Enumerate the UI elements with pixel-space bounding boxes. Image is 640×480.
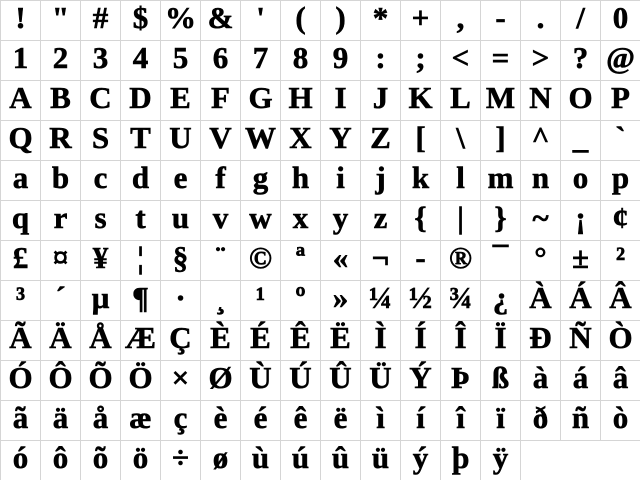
glyph-cell: ) bbox=[320, 0, 360, 40]
glyph-cell: í bbox=[400, 400, 440, 440]
glyph-cell: $ bbox=[120, 0, 160, 40]
glyph-cell: P bbox=[600, 80, 640, 120]
glyph-cell: h bbox=[280, 160, 320, 200]
glyph-cell: ³ bbox=[0, 280, 40, 320]
glyph-cell: æ bbox=[120, 400, 160, 440]
glyph-cell: - bbox=[480, 0, 520, 40]
glyph-cell: ! bbox=[0, 0, 40, 40]
glyph-cell: { bbox=[400, 200, 440, 240]
glyph-cell: I bbox=[320, 80, 360, 120]
glyph-cell: ÷ bbox=[160, 440, 200, 480]
glyph-cell: ¤ bbox=[40, 240, 80, 280]
glyph-cell: q bbox=[0, 200, 40, 240]
glyph-cell: ¬ bbox=[360, 240, 400, 280]
glyph-cell: § bbox=[160, 240, 200, 280]
empty-cell bbox=[600, 440, 640, 480]
glyph-cell: = bbox=[480, 40, 520, 80]
glyph-cell: Ê bbox=[280, 320, 320, 360]
glyph-cell: \ bbox=[440, 120, 480, 160]
glyph-cell: 3 bbox=[80, 40, 120, 80]
glyph-cell: v bbox=[200, 200, 240, 240]
glyph-cell: Ö bbox=[120, 360, 160, 400]
glyph-cell: « bbox=[320, 240, 360, 280]
glyph-cell: µ bbox=[80, 280, 120, 320]
glyph-cell: . bbox=[520, 0, 560, 40]
glyph-cell: ó bbox=[0, 440, 40, 480]
glyph-cell: î bbox=[440, 400, 480, 440]
glyph-cell: ~ bbox=[520, 200, 560, 240]
glyph-cell: ø bbox=[200, 440, 240, 480]
glyph-cell: B bbox=[40, 80, 80, 120]
glyph-cell: Ï bbox=[480, 320, 520, 360]
glyph-cell: V bbox=[200, 120, 240, 160]
glyph-cell: Û bbox=[320, 360, 360, 400]
glyph-cell: ¿ bbox=[480, 280, 520, 320]
glyph-cell: Ô bbox=[40, 360, 80, 400]
glyph-cell: É bbox=[240, 320, 280, 360]
glyph-cell: £ bbox=[0, 240, 40, 280]
glyph-cell: ` bbox=[600, 120, 640, 160]
glyph-cell: S bbox=[80, 120, 120, 160]
glyph-cell: Ð bbox=[520, 320, 560, 360]
glyph-cell: x bbox=[280, 200, 320, 240]
glyph-cell: n bbox=[520, 160, 560, 200]
glyph-cell: 2 bbox=[40, 40, 80, 80]
glyph-cell: m bbox=[480, 160, 520, 200]
glyph-cell: ¯ bbox=[480, 240, 520, 280]
glyph-cell: ï bbox=[480, 400, 520, 440]
glyph-cell: ¨ bbox=[200, 240, 240, 280]
glyph-cell: @ bbox=[600, 40, 640, 80]
glyph-cell: ^ bbox=[520, 120, 560, 160]
glyph-cell: l bbox=[440, 160, 480, 200]
empty-cell bbox=[560, 440, 600, 480]
glyph-cell: ½ bbox=[400, 280, 440, 320]
glyph-cell: } bbox=[480, 200, 520, 240]
glyph-cell: J bbox=[360, 80, 400, 120]
glyph-cell: ¡ bbox=[560, 200, 600, 240]
glyph-cell: Õ bbox=[80, 360, 120, 400]
glyph-cell: Ì bbox=[360, 320, 400, 360]
glyph-cell: b bbox=[40, 160, 80, 200]
glyph-cell: Q bbox=[0, 120, 40, 160]
glyph-cell: ( bbox=[280, 0, 320, 40]
glyph-cell: p bbox=[600, 160, 640, 200]
glyph-cell: y bbox=[320, 200, 360, 240]
glyph-cell: ë bbox=[320, 400, 360, 440]
glyph-cell: - bbox=[400, 240, 440, 280]
glyph-cell: k bbox=[400, 160, 440, 200]
glyph-cell: ÿ bbox=[480, 440, 520, 480]
glyph-cell: ¹ bbox=[240, 280, 280, 320]
glyph-cell: 9 bbox=[320, 40, 360, 80]
glyph-cell: 1 bbox=[0, 40, 40, 80]
glyph-cell: Ë bbox=[320, 320, 360, 360]
glyph-cell: o bbox=[560, 160, 600, 200]
glyph-cell: 6 bbox=[200, 40, 240, 80]
glyph-cell: [ bbox=[400, 120, 440, 160]
glyph-cell: Î bbox=[440, 320, 480, 360]
glyph-cell: e bbox=[160, 160, 200, 200]
glyph-cell: ý bbox=[400, 440, 440, 480]
glyph-cell: T bbox=[120, 120, 160, 160]
glyph-cell: f bbox=[200, 160, 240, 200]
empty-cell bbox=[520, 440, 560, 480]
glyph-cell: : bbox=[360, 40, 400, 80]
glyph-cell: D bbox=[120, 80, 160, 120]
glyph-cell: ] bbox=[480, 120, 520, 160]
glyph-cell: · bbox=[160, 280, 200, 320]
glyph-cell: û bbox=[320, 440, 360, 480]
glyph-cell: g bbox=[240, 160, 280, 200]
glyph-cell: 0 bbox=[600, 0, 640, 40]
glyph-cell: Ñ bbox=[560, 320, 600, 360]
glyph-cell: j bbox=[360, 160, 400, 200]
glyph-cell: ¥ bbox=[80, 240, 120, 280]
glyph-cell: è bbox=[200, 400, 240, 440]
glyph-cell: ± bbox=[560, 240, 600, 280]
glyph-cell: é bbox=[240, 400, 280, 440]
glyph-cell: ê bbox=[280, 400, 320, 440]
glyph-cell: ç bbox=[160, 400, 200, 440]
glyph-cell: ù bbox=[240, 440, 280, 480]
glyph-cell: # bbox=[80, 0, 120, 40]
glyph-cell: Ã bbox=[0, 320, 40, 360]
glyph-cell: ® bbox=[440, 240, 480, 280]
glyph-cell: © bbox=[240, 240, 280, 280]
glyph-cell: º bbox=[280, 280, 320, 320]
glyph-cell: & bbox=[200, 0, 240, 40]
glyph-cell: W bbox=[240, 120, 280, 160]
glyph-cell: Þ bbox=[440, 360, 480, 400]
glyph-cell: c bbox=[80, 160, 120, 200]
glyph-cell: ° bbox=[520, 240, 560, 280]
glyph-cell: ¾ bbox=[440, 280, 480, 320]
glyph-cell: Ú bbox=[280, 360, 320, 400]
glyph-cell: Æ bbox=[120, 320, 160, 360]
glyph-cell: 7 bbox=[240, 40, 280, 80]
glyph-cell: N bbox=[520, 80, 560, 120]
glyph-cell: , bbox=[440, 0, 480, 40]
glyph-cell: þ bbox=[440, 440, 480, 480]
glyph-cell: õ bbox=[80, 440, 120, 480]
glyph-cell: ¢ bbox=[600, 200, 640, 240]
glyph-cell: " bbox=[40, 0, 80, 40]
glyph-cell: ú bbox=[280, 440, 320, 480]
glyph-cell: M bbox=[480, 80, 520, 120]
glyph-cell: ¸ bbox=[200, 280, 240, 320]
glyph-cell: À bbox=[520, 280, 560, 320]
glyph-cell: å bbox=[80, 400, 120, 440]
glyph-cell: Í bbox=[400, 320, 440, 360]
glyph-cell: R bbox=[40, 120, 80, 160]
glyph-cell: ã bbox=[0, 400, 40, 440]
glyph-cell: ö bbox=[120, 440, 160, 480]
glyph-cell: z bbox=[360, 200, 400, 240]
glyph-cell: r bbox=[40, 200, 80, 240]
glyph-cell: Y bbox=[320, 120, 360, 160]
glyph-cell: ð bbox=[520, 400, 560, 440]
glyph-cell: 5 bbox=[160, 40, 200, 80]
glyph-cell: × bbox=[160, 360, 200, 400]
glyph-cell: ´ bbox=[40, 280, 80, 320]
glyph-cell: Ý bbox=[400, 360, 440, 400]
glyph-cell: s bbox=[80, 200, 120, 240]
glyph-cell: > bbox=[520, 40, 560, 80]
glyph-cell: u bbox=[160, 200, 200, 240]
glyph-cell: H bbox=[280, 80, 320, 120]
glyph-cell: à bbox=[520, 360, 560, 400]
glyph-cell: U bbox=[160, 120, 200, 160]
glyph-cell: i bbox=[320, 160, 360, 200]
glyph-cell: X bbox=[280, 120, 320, 160]
glyph-cell: 8 bbox=[280, 40, 320, 80]
glyph-cell: ñ bbox=[560, 400, 600, 440]
glyph-cell: ¶ bbox=[120, 280, 160, 320]
glyph-cell: Ò bbox=[600, 320, 640, 360]
glyph-cell: < bbox=[440, 40, 480, 80]
glyph-cell: G bbox=[240, 80, 280, 120]
glyph-cell: / bbox=[560, 0, 600, 40]
glyph-cell: | bbox=[440, 200, 480, 240]
glyph-cell: Ù bbox=[240, 360, 280, 400]
glyph-cell: E bbox=[160, 80, 200, 120]
glyph-cell: * bbox=[360, 0, 400, 40]
glyph-cell: Ó bbox=[0, 360, 40, 400]
glyph-cell: C bbox=[80, 80, 120, 120]
glyph-cell: » bbox=[320, 280, 360, 320]
glyph-cell: K bbox=[400, 80, 440, 120]
glyph-cell: ¦ bbox=[120, 240, 160, 280]
glyph-cell: w bbox=[240, 200, 280, 240]
glyph-cell: ä bbox=[40, 400, 80, 440]
glyph-cell: t bbox=[120, 200, 160, 240]
glyph-cell: Å bbox=[80, 320, 120, 360]
glyph-cell: ü bbox=[360, 440, 400, 480]
glyph-cell: ¼ bbox=[360, 280, 400, 320]
glyph-cell: + bbox=[400, 0, 440, 40]
glyph-cell: ì bbox=[360, 400, 400, 440]
glyph-cell: ? bbox=[560, 40, 600, 80]
glyph-cell: Ç bbox=[160, 320, 200, 360]
glyph-cell: % bbox=[160, 0, 200, 40]
glyph-cell: Ä bbox=[40, 320, 80, 360]
glyph-cell: ; bbox=[400, 40, 440, 80]
glyph-cell: d bbox=[120, 160, 160, 200]
glyph-cell: ô bbox=[40, 440, 80, 480]
glyph-cell: Â bbox=[600, 280, 640, 320]
glyph-cell: ß bbox=[480, 360, 520, 400]
glyph-cell: ² bbox=[600, 240, 640, 280]
glyph-cell: O bbox=[560, 80, 600, 120]
glyph-cell: Z bbox=[360, 120, 400, 160]
glyph-cell: _ bbox=[560, 120, 600, 160]
glyph-cell: F bbox=[200, 80, 240, 120]
glyph-cell: A bbox=[0, 80, 40, 120]
glyph-cell: Á bbox=[560, 280, 600, 320]
glyph-cell: È bbox=[200, 320, 240, 360]
glyph-cell: ò bbox=[600, 400, 640, 440]
glyph-cell: ª bbox=[280, 240, 320, 280]
glyph-cell: ' bbox=[240, 0, 280, 40]
glyph-cell: á bbox=[560, 360, 600, 400]
glyph-cell: Ü bbox=[360, 360, 400, 400]
glyph-cell: Ø bbox=[200, 360, 240, 400]
glyph-cell: â bbox=[600, 360, 640, 400]
glyph-cell: L bbox=[440, 80, 480, 120]
glyph-cell: a bbox=[0, 160, 40, 200]
glyph-cell: 4 bbox=[120, 40, 160, 80]
